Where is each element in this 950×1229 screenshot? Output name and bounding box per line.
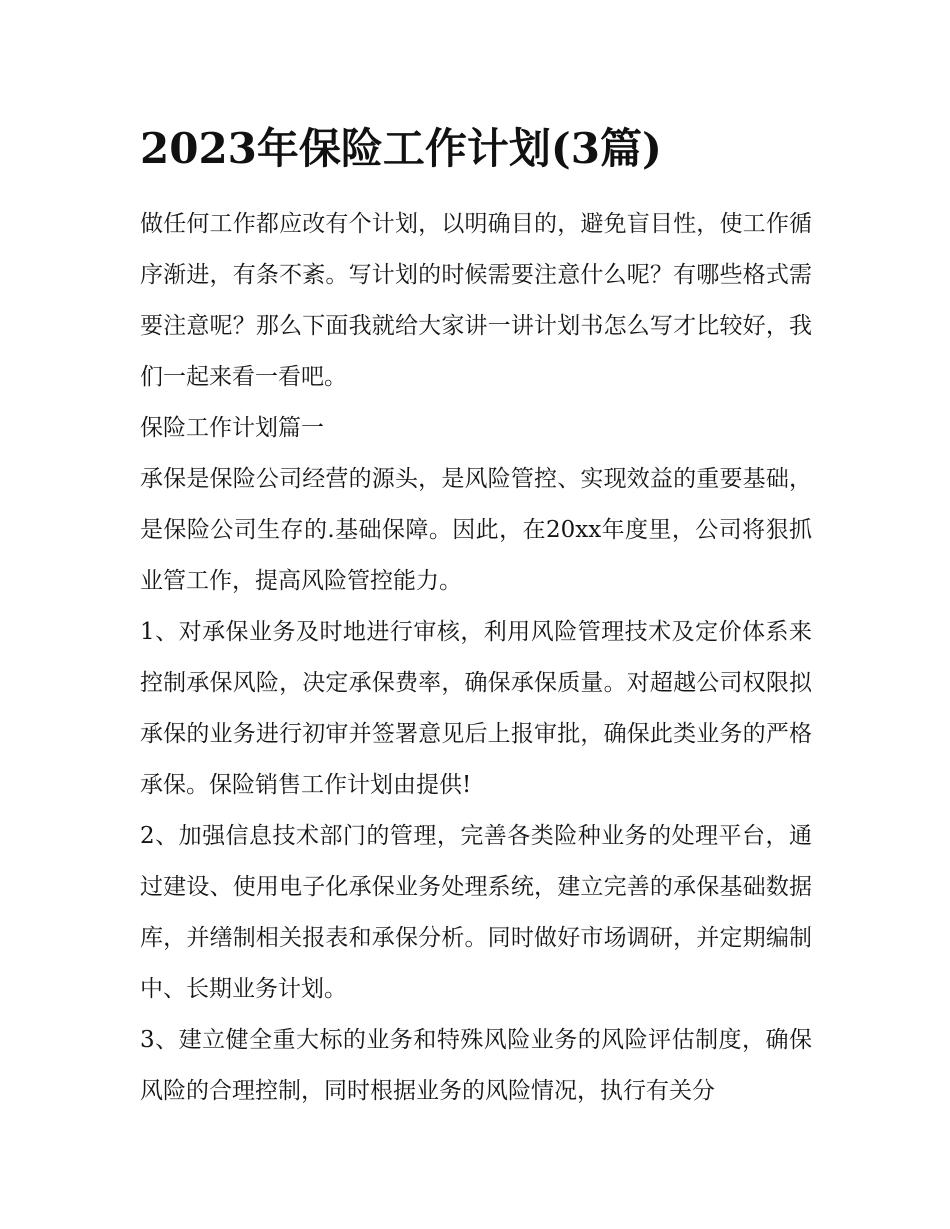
document-title: 2023年保险工作计划(3篇)	[140, 124, 662, 173]
section-intro-paragraph: 承保是保险公司经营的源头，是风险管控、实现效益的重要基础，是保险公司生存的.基础保障。因此，在20xx年度里，公司将狠抓业管工作，提高风险管控能力。	[140, 466, 812, 594]
section-heading: 保险工作计划篇一	[140, 415, 324, 441]
list-item-1: 1、对承保业务及时地进行审核，利用风险管理技术及定价体系来控制承保风险，决定承保费率，确保承保质量。对超越公司权限拟承保的业务进行初审并签署意见后上报审批，确保此类业务的严格承保。保险销售工作计划由提供!	[140, 619, 812, 798]
list-item-2: 2、加强信息技术部门的管理，完善各类险种业务的处理平台，通过建设、使用电子化承保业务处理系统，建立完善的承保基础数据库，并缮制相关报表和承保分析。同时做好市场调研，并定期编制中、长期业务计划。	[140, 823, 812, 1002]
list-item-3: 3、建立健全重大标的业务和特殊风险业务的风险评估制度，确保风险的合理控制，同时根据业务的风险情况，执行有关分	[140, 1027, 812, 1104]
intro-paragraph: 做任何工作都应改有个计划，以明确目的，避免盲目性，使工作循序渐进，有条不紊。写计划的时候需要注意什么呢？有哪些格式需要注意呢？那么下面我就给大家讲一讲计划书怎么写才比较好，我们一起来看一看吧。	[140, 211, 812, 390]
document-body	[140, 118, 812, 1117]
